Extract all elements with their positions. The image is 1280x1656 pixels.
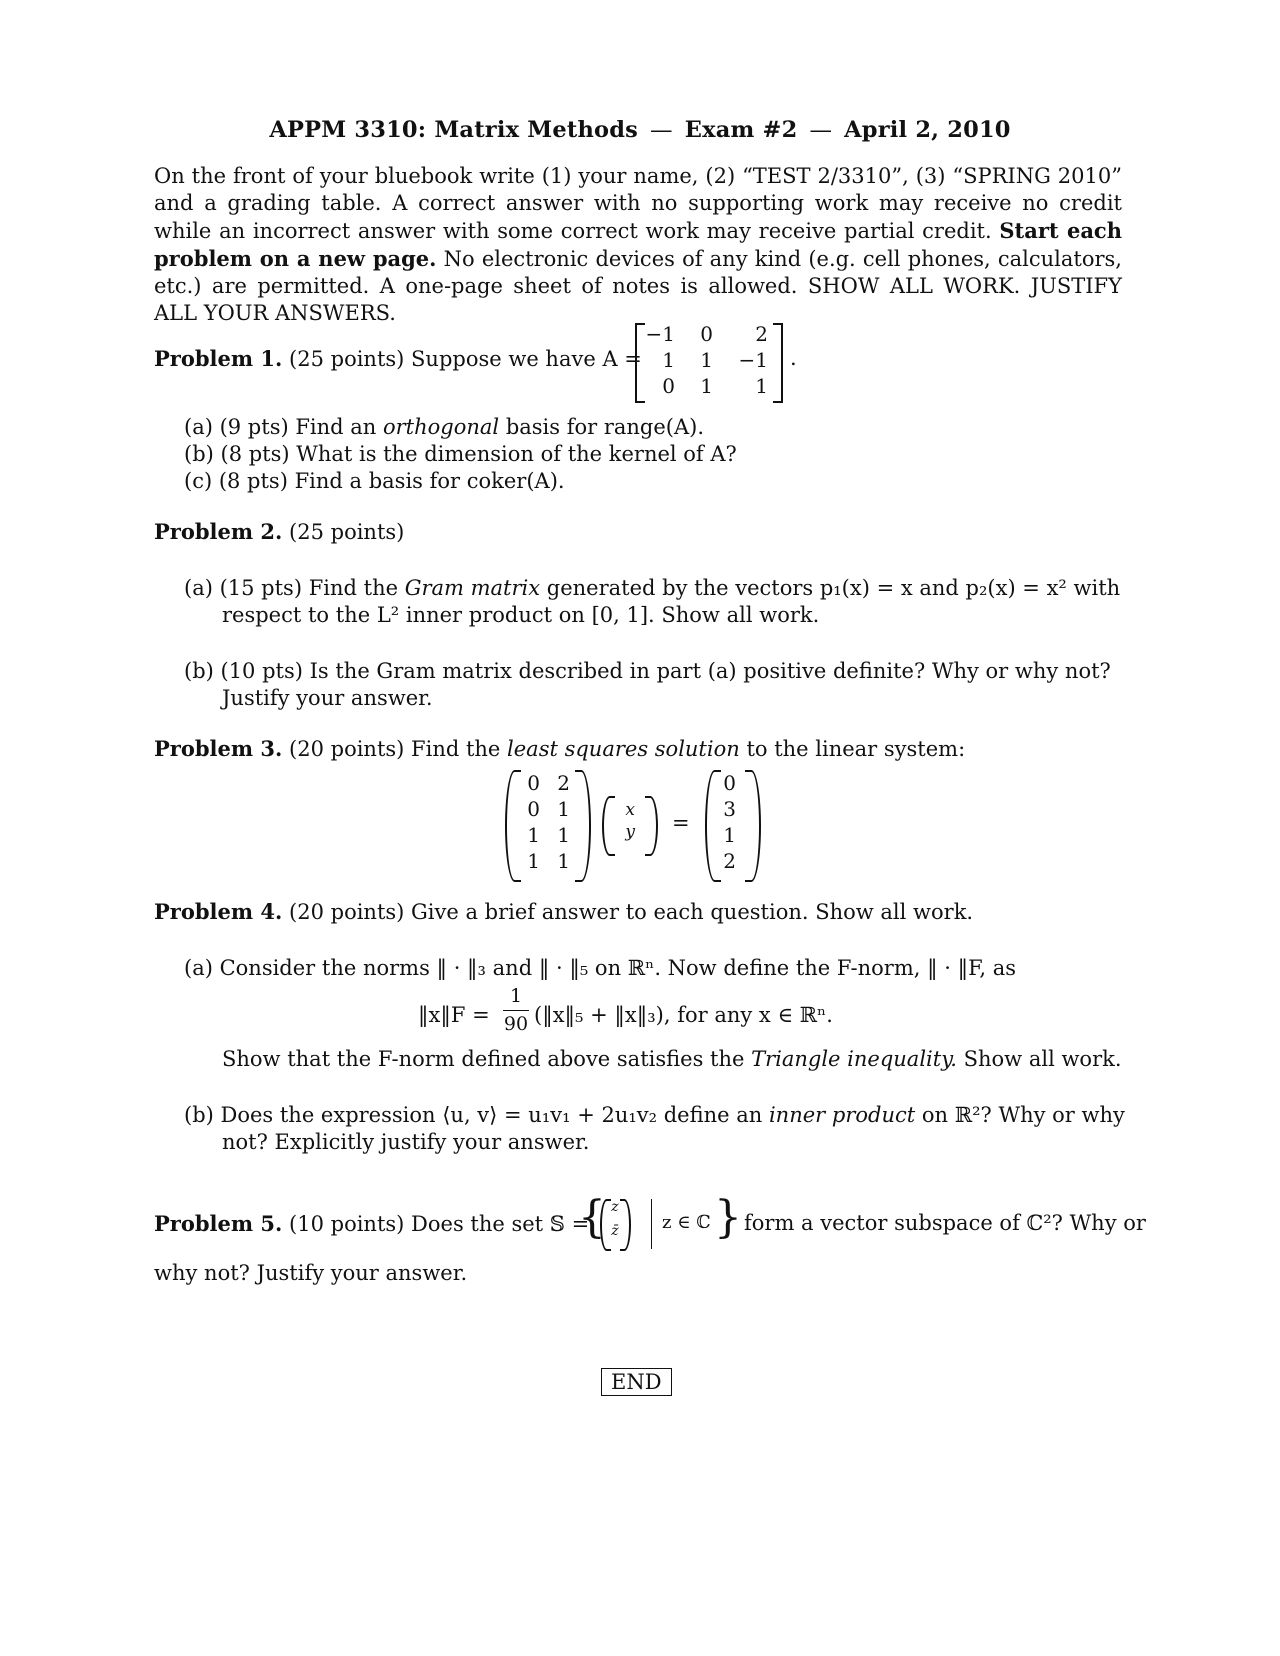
fraction-numerator: 1	[509, 985, 523, 1007]
matrix-cell: −1	[645, 322, 675, 346]
problem3-text-end: to the linear system:	[739, 737, 966, 761]
variable-x: x	[625, 800, 635, 820]
formula-rhs: (‖x‖₅ + ‖x‖₃), for any x ∈ ℝⁿ.	[534, 1003, 833, 1027]
matrix-cell: 2	[557, 771, 570, 795]
problem1-part-c: (c) (8 pts) Find a basis for coker(A).	[184, 469, 565, 493]
set-bottom-entry: z̄	[611, 1223, 619, 1239]
part-a-text: Show that the F-norm defined above satisfies the	[222, 1047, 752, 1071]
matrix-cell: 2	[755, 322, 768, 346]
period: .	[790, 346, 797, 370]
matrix-cell: 1	[527, 849, 540, 873]
matrix-cell: 1	[755, 374, 768, 398]
part-b-emphasis: inner product	[768, 1103, 916, 1127]
problem2-heading	[154, 518, 404, 546]
problem5-line2: why not? Justify your answer.	[154, 1261, 468, 1285]
matrix-cell: 0	[527, 797, 540, 821]
problem-label: Problem 2.	[154, 519, 283, 544]
part-a-emphasis: orthogonal	[383, 415, 500, 439]
problem3-emphasis: least squares solution	[507, 737, 740, 761]
problem4-part-a-line3	[222, 1046, 1122, 1073]
problem5-intro: (10 points) Does the set 𝕊 =	[289, 1212, 590, 1236]
matrix-cell: 0	[527, 771, 540, 795]
equals-sign: =	[672, 811, 690, 835]
part-a-text: (a) (9 pts) Find an	[184, 415, 383, 439]
part-a-text-end: Show all work.	[956, 1047, 1122, 1071]
problem2-part-a-line2: respect to the L² inner product on [0, 1]. Show all work.	[222, 603, 820, 627]
problem-label: Problem 3.	[154, 736, 283, 761]
problem-label: Problem 4.	[154, 899, 283, 924]
fraction-bar	[503, 1010, 529, 1011]
set-condition: z ∈ ℂ	[662, 1212, 711, 1233]
problem2-part-b-line2: Justify your answer.	[222, 686, 433, 710]
problem3-heading	[154, 735, 965, 763]
problem2-points: (25 points)	[289, 520, 405, 544]
instructions-text-2: No electronic devices of any kind (e.g. cell phones, calculators, etc.) are permitted. A one-page sheet of notes is allowed. SHOW ALL WORK. JUSTIFY ALL YOUR ANSWERS.	[154, 247, 1122, 325]
part-a-text-end: basis for range(A).	[499, 415, 705, 439]
problem1-part-b: (b) (8 pts) What is the dimension of the kernel of A?	[184, 442, 737, 466]
problem4-part-b	[184, 1102, 1125, 1129]
title-separator: —	[650, 117, 673, 143]
end-label: END	[601, 1368, 672, 1396]
formula-lhs: ‖x‖F =	[418, 1003, 490, 1027]
matrix-cell: 1	[557, 823, 570, 847]
problem-label: Problem 5.	[154, 1211, 283, 1236]
part-a-text: (a) (15 pts) Find the	[184, 576, 405, 600]
problem1-heading	[154, 345, 642, 373]
title-separator: —	[809, 117, 833, 143]
problem5-heading	[154, 1210, 589, 1238]
part-a-emphasis: Triangle inequality.	[751, 1047, 957, 1071]
right-paren	[745, 770, 761, 882]
matrix-cell: 1	[557, 849, 570, 873]
problem5-question: form a vector subspace of ℂ²? Why or	[744, 1211, 1146, 1235]
part-b-text: (b) Does the expression ⟨u, v⟩ = u₁v₁ + 2u₁v₂ define an	[184, 1103, 769, 1127]
matrix-cell: 0	[662, 374, 675, 398]
matrix-cell: 0	[700, 322, 713, 346]
rhs-cell: 0	[723, 771, 736, 795]
part-a-emphasis: Gram matrix	[404, 576, 541, 600]
part-a-text-end: generated by the vectors p₁(x) = x and p₂(x) = x² with	[540, 576, 1121, 600]
rhs-cell: 3	[723, 797, 736, 821]
exam-title	[0, 117, 1280, 143]
matrix-cell: 1	[527, 823, 540, 847]
instructions-text: On the front of your bluebook write (1) your name, (2) “TEST 2/3310”, (3) “SPRING 2010” and a grading table. A correct answer with no supporting work may receive no credit while an incorrect answer with some correct work may receive partial credit.	[154, 164, 1122, 243]
set-top-entry: z	[611, 1199, 619, 1215]
matrix-cell: 1	[557, 797, 570, 821]
problem4-part-a: (a) Consider the norms ‖ · ‖₃ and ‖ · ‖₅ on ℝⁿ. Now define the F-norm, ‖ · ‖F, as	[184, 956, 1017, 980]
left-brace: {	[578, 1192, 606, 1243]
problem2-part-a	[184, 575, 1120, 602]
instructions	[154, 163, 1122, 327]
rhs-cell: 2	[723, 849, 736, 873]
problem4-intro: (20 points) Give a brief answer to each question. Show all work.	[289, 900, 974, 924]
problem-label: Problem 1.	[154, 346, 283, 371]
matrix-cell: 1	[700, 374, 713, 398]
right-bracket	[773, 323, 783, 403]
problem1-intro: (25 points) Suppose we have A =	[289, 347, 642, 371]
variable-y: y	[625, 822, 635, 842]
problem1-part-a	[184, 414, 704, 441]
problem4-part-b-line2: not? Explicitly justify your answer.	[222, 1130, 590, 1154]
problem4-heading	[154, 898, 973, 926]
course-name: APPM 3310: Matrix Methods	[269, 117, 639, 143]
problem2-part-b: (b) (10 pts) Is the Gram matrix described in part (a) positive definite? Why or why not?	[184, 659, 1111, 683]
end-marker	[601, 1370, 672, 1394]
fraction-denominator: 90	[503, 1013, 529, 1035]
matrix-cell: 1	[662, 348, 675, 372]
matrix-cell: 1	[700, 348, 713, 372]
problem3-text: (20 points) Find the	[289, 737, 508, 761]
left-bracket	[635, 323, 645, 403]
right-brace: }	[714, 1192, 742, 1243]
right-paren	[575, 770, 591, 882]
matrix-cell: −1	[738, 348, 768, 372]
part-b-text-end: on ℝ²? Why or why	[915, 1103, 1125, 1127]
instructions-bold: Start each problem on a new page.	[154, 218, 1122, 271]
rhs-cell: 1	[723, 823, 736, 847]
exam-number: Exam #2	[684, 117, 798, 143]
exam-date: April 2, 2010	[844, 117, 1011, 143]
set-divider	[651, 1199, 652, 1249]
right-paren	[645, 796, 658, 856]
